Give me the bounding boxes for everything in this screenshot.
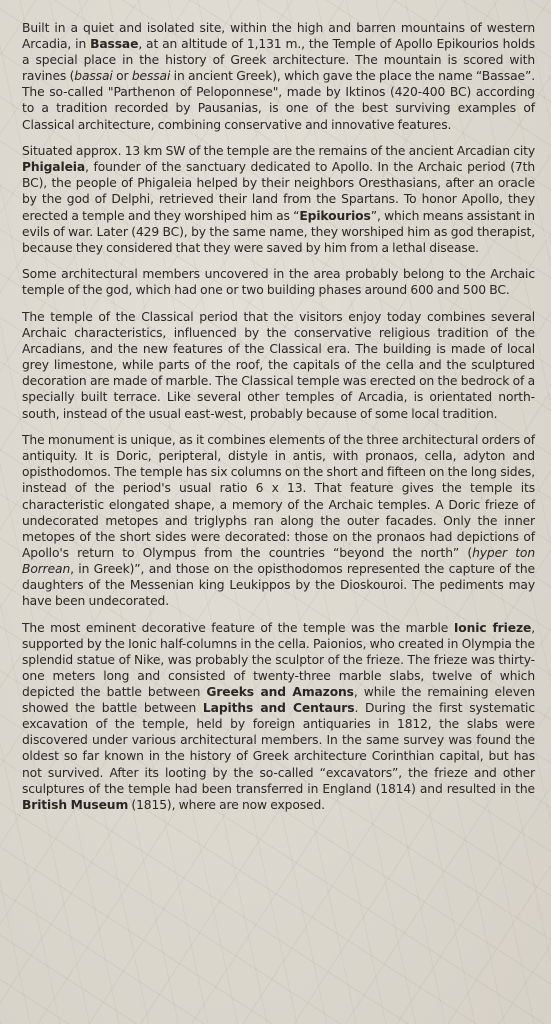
paragraph-archaic-members — [22, 266, 535, 298]
paragraph-monument — [22, 432, 535, 609]
text-run: Greeks and Amazons — [206, 685, 354, 700]
paragraph-phigaleia — [22, 143, 535, 256]
paragraph-intro — [22, 20, 535, 133]
text-run: (1815), where are now exposed. — [128, 797, 325, 812]
text-run: ”, which means assistant in evils of war. Later (429 BC), by the same name, they worshiped him as god therapist, because they considered that they were saved by him from a lethal disease. — [22, 208, 535, 255]
text-run: in ancient Greek), which gave the place the name “Bassae”. The so-called "Parthenon of Peloponnese", made by Iktinos (420-400 BC) according to a tradition recorded by Pausanias, is one of the best surviving examples of Classical architecture, combining conservative and innovative features. — [22, 69, 535, 132]
text-run: Epikourios — [299, 208, 371, 223]
text-run: , founder of the sanctuary dedicated to Apollo. In the Archaic period (7th BC), the people of Phigaleia helped by their neighbors Oresthasians, after an oracle by the god of Delphi, retrieved their land from the Spartans. To honor Apollo, they erected a temple and they worshiped him as “ — [22, 160, 535, 223]
text-run: , in Greek)”, and those on the opisthodomos represented the capture of the daughters of the Messenian king Leukippos by the Dioskouroi. The pediments may have been undecorated. — [22, 561, 535, 609]
text-run: or — [112, 69, 132, 84]
text-run: , supported by the Ionic half-columns in the cella. Paionios, who created in Olympia the splendid statue of Nike, was probably the sculptor of the frieze. The frieze was thirty-one meters long and consisted of twenty-three marble slabs, twelve of which depicted the battle between — [22, 620, 535, 700]
text-run: Phigaleia — [22, 160, 86, 175]
text-run: , while the remaining eleven showed the battle between — [22, 685, 535, 716]
text-run: The most eminent decorative feature of the temple was the marble — [22, 620, 454, 635]
text-run: Some architectural members uncovered in the area probably belong to the Archaic temple of the god, which had one or two building phases around 600 and 500 BC. — [22, 267, 535, 298]
text-run: Situated approx. 13 km SW of the temple are the remains of the ancient Arcadian city — [22, 144, 535, 159]
text-run: , at an altitude of 1,131 m., the Temple of Apollo Epikourios holds a special place in the history of Greek architecture. The mountain is scored with ravines ( — [22, 37, 535, 84]
paragraph-frieze — [22, 620, 535, 813]
text-run: Built in a quiet and isolated site, within the high and barren mountains of western Arcadia, in — [22, 21, 535, 52]
text-run: bessai — [131, 69, 171, 84]
text-run: The monument is unique, as it combines elements of the three architectural orders of antiquity. It is Doric, peripteral, distyle in antis, with pronaos, cella, adyton and opisthodomos. The temple has six columns on the short and fifteen on the long sides, instead of the period's usual ratio 6 x 13. That feature gives the temple its characteristic elongated shape, a memory of the Archaic temples. A Doric frieze of undecorated metopes and triglyphs ran along the outer facades. Only the inner metopes of the short sides were decorated: those on the pronaos had depictions of Apollo's return to Olympus from the countries “beyond the north” ( — [22, 433, 535, 560]
text-run: Ionic frieze — [453, 620, 532, 635]
text-run: British Museum — [22, 797, 129, 812]
text-run: Lapiths and Centaurs — [202, 701, 355, 716]
text-run: The temple of the Classical period that the visitors enjoy today combines several Archaic characteristics, influenced by the conservative religious tradition of the Arcadians, and the new features of the Classical era. The building is made of local grey limestone, while parts of the roof, the capitals of the cella and the sculptured decoration are made of marble. The Classical temple was erected on the bedrock of a specially built terrace. Like several other temples of Arcadia, is orientated north-south, instead of the usual east-west, probably because of some local tradition. — [22, 310, 535, 421]
paragraph-classical-temple — [22, 309, 535, 422]
text-run: bassai — [74, 69, 113, 84]
text-run: hyper ton Borrean — [22, 545, 535, 576]
text-run: Bassae — [90, 37, 139, 52]
text-run: . During the first systematic excavation of the temple, held by foreign antiquaries in 1812, the slabs were discovered under various architectural members. In the same survey was found the oldest so far known in the history of Greek architecture Corinthian capital, but has not survived. After its looting by the so-called “excavators”, the frieze and other sculptures of the temple had been transferred in England (1814) and resulted in the — [22, 701, 535, 796]
